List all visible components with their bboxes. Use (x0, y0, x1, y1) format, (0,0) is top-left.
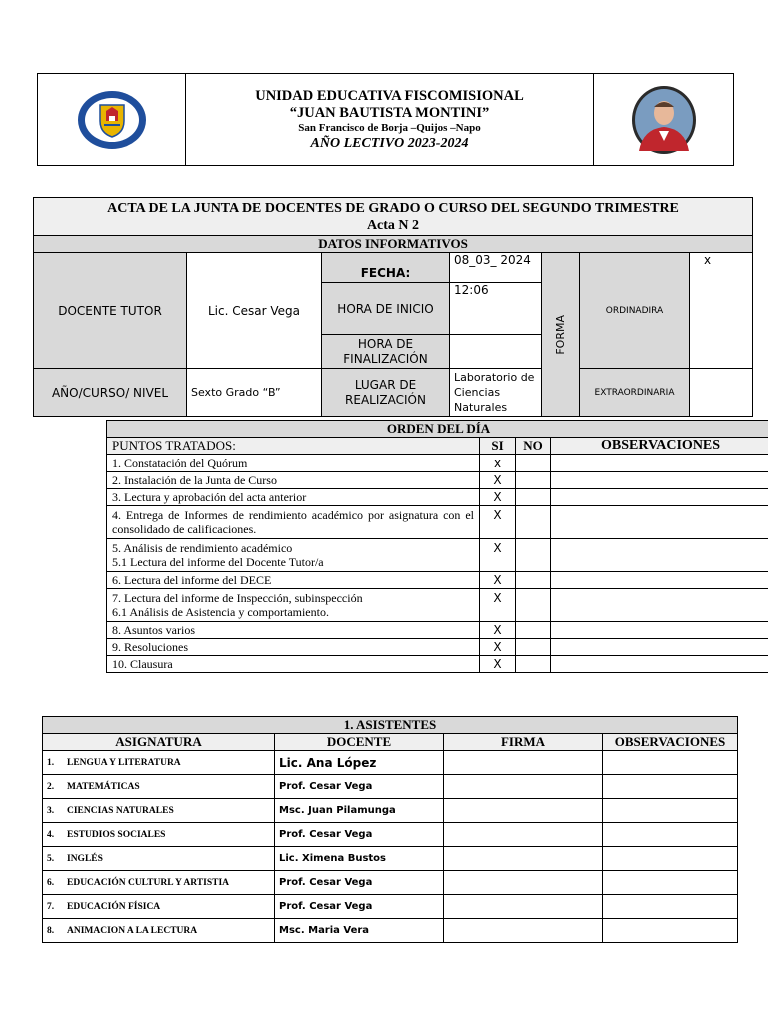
asignatura-number: 3. (47, 806, 55, 816)
orden-del-dia-table (106, 420, 768, 673)
orden-row (107, 639, 768, 656)
col-firma: FIRMA (444, 734, 603, 751)
orden-row (107, 622, 768, 639)
asignatura-cell (43, 847, 275, 871)
orden-row (107, 589, 768, 622)
docente-name: Msc. Maria Vera (275, 919, 444, 943)
firma-cell (444, 823, 603, 847)
fecha-value: 08_03_ 2024 (450, 253, 542, 283)
orden-row (107, 656, 768, 673)
acta-title: ACTA DE LA JUNTA DE DOCENTES DE GRADO O CURSO DEL SEGUNDO TRIMESTRE (107, 200, 679, 216)
header-title-cell (186, 74, 594, 166)
portrait-cell (594, 74, 734, 166)
orden-item-text: 7. Lectura del informe de Inspección, subinspección 6.1 Análisis de Asistencia y comportamiento. (107, 589, 480, 622)
asistentes-title: 1. ASISTENTES (43, 717, 738, 734)
asignatura-name: MATEMÁTICAS (67, 782, 140, 792)
orden-item-si: X (480, 489, 516, 506)
asignatura-number: 1. (47, 758, 55, 768)
asistente-observacion-cell (603, 751, 738, 775)
asignatura-number: 4. (47, 830, 55, 840)
asistente-row (43, 847, 738, 871)
asistente-row (43, 751, 738, 775)
col-asignatura: ASIGNATURA (43, 734, 275, 751)
asignatura-cell (43, 871, 275, 895)
docente-name: Lic. Ana López (275, 751, 444, 775)
patron-portrait-icon (631, 85, 697, 155)
school-location: San Francisco de Borja –Quijos –Napo (298, 121, 481, 134)
forma-label-cell (542, 253, 580, 417)
asignatura-number: 5. (47, 854, 55, 864)
asignatura-cell (43, 895, 275, 919)
asistente-row (43, 775, 738, 799)
col-no: NO (516, 438, 551, 455)
orden-item-text: 8. Asuntos varios (107, 622, 480, 639)
orden-row (107, 489, 768, 506)
orden-item-no (516, 489, 551, 506)
asignatura-name: INGLÉS (67, 854, 103, 864)
orden-item-text: 2. Instalación de la Junta de Curso (107, 472, 480, 489)
forma-label: FORMA (554, 314, 567, 355)
hora-inicio-value: 12:06 (450, 283, 542, 335)
acta-info-table (33, 197, 753, 417)
firma-cell (444, 895, 603, 919)
asignatura-number: 7. (47, 902, 55, 912)
asistente-row (43, 799, 738, 823)
asistente-row (43, 823, 738, 847)
orden-item-text: 5. Análisis de rendimiento académico 5.1 Lectura del informe del Docente Tutor/a (107, 539, 480, 572)
docente-name: Lic. Ximena Bustos (275, 847, 444, 871)
orden-item-si: X (480, 639, 516, 656)
lugar-value: Laboratorio de Ciencias Naturales (450, 369, 542, 417)
orden-row (107, 472, 768, 489)
orden-item-no (516, 472, 551, 489)
firma-cell (444, 799, 603, 823)
asistente-observacion-cell (603, 775, 738, 799)
extraordinaria-label: EXTRAORDINARIA (580, 369, 690, 417)
school-name: “JUAN BAUTISTA MONTINI” (289, 104, 490, 121)
asistente-row (43, 919, 738, 943)
asignatura-name: LENGUA Y LITERATURA (67, 758, 181, 768)
document-header (37, 73, 734, 166)
fecha-label: FECHA: (322, 253, 450, 283)
docente-tutor-label: DOCENTE TUTOR (34, 253, 187, 369)
firma-cell (444, 871, 603, 895)
school-crest-icon (76, 89, 148, 151)
asignatura-cell (43, 823, 275, 847)
docente-name: Prof. Cesar Vega (275, 823, 444, 847)
orden-row (107, 539, 768, 572)
ordinaria-value: x (690, 253, 753, 369)
orden-item-observacion (551, 656, 768, 673)
institution-name: UNIDAD EDUCATIVA FISCOMISIONAL (255, 87, 524, 104)
docente-name: Msc. Juan Pilamunga (275, 799, 444, 823)
asignatura-number: 2. (47, 782, 55, 792)
orden-row (107, 572, 768, 589)
orden-item-text: 1. Constatación del Quórum (107, 455, 480, 472)
orden-item-no (516, 572, 551, 589)
docente-name: Prof. Cesar Vega (275, 895, 444, 919)
asignatura-number: 8. (47, 926, 55, 936)
orden-item-si: X (480, 472, 516, 489)
asistente-observacion-cell (603, 847, 738, 871)
asistente-observacion-cell (603, 871, 738, 895)
acta-number: Acta N 2 (366, 217, 420, 233)
orden-item-text: 9. Resoluciones (107, 639, 480, 656)
asignatura-name: ESTUDIOS SOCIALES (67, 830, 166, 840)
orden-item-observacion (551, 539, 768, 572)
orden-row (107, 506, 768, 539)
curso-label: AÑO/CURSO/ NIVEL (34, 369, 187, 417)
asignatura-name: ANIMACION A LA LECTURA (67, 926, 198, 936)
ordinaria-label: ORDINADIRA (580, 253, 690, 369)
asistente-observacion-cell (603, 823, 738, 847)
orden-row (107, 455, 768, 472)
asignatura-cell (43, 799, 275, 823)
orden-item-si: X (480, 589, 516, 622)
orden-item-observacion (551, 572, 768, 589)
orden-item-no (516, 539, 551, 572)
docente-name: Prof. Cesar Vega (275, 775, 444, 799)
orden-item-observacion (551, 639, 768, 656)
docente-name: Prof. Cesar Vega (275, 871, 444, 895)
orden-item-text: 6. Lectura del informe del DECE (107, 572, 480, 589)
asignatura-name: EDUCACIÓN CULTURL Y ARTISTIA (67, 878, 229, 888)
school-logo-cell (38, 74, 186, 166)
firma-cell (444, 919, 603, 943)
orden-item-no (516, 589, 551, 622)
orden-item-observacion (551, 506, 768, 539)
asistente-observacion-cell (603, 895, 738, 919)
orden-item-no (516, 506, 551, 539)
curso-value: Sexto Grado “B” (187, 369, 322, 417)
asistente-observacion-cell (603, 799, 738, 823)
asignatura-name: EDUCACIÓN FÍSICA (67, 902, 161, 912)
school-year: AÑO LECTIVO 2023-2024 (310, 135, 469, 151)
orden-item-no (516, 639, 551, 656)
asistentes-table (42, 716, 738, 943)
acta-title-cell (34, 198, 753, 236)
orden-item-si: X (480, 539, 516, 572)
orden-item-si: X (480, 622, 516, 639)
asistente-observacion-cell (603, 919, 738, 943)
col-observaciones: OBSERVACIONES (551, 438, 768, 455)
asistentes-rows (43, 751, 738, 943)
orden-rows (107, 455, 768, 673)
orden-item-si: x (480, 455, 516, 472)
orden-item-no (516, 622, 551, 639)
orden-item-si: X (480, 572, 516, 589)
col-si: SI (480, 438, 516, 455)
col-puntos-tratados: PUNTOS TRATADOS: (107, 438, 480, 455)
orden-title: ORDEN DEL DÍA (107, 421, 768, 438)
orden-item-observacion (551, 622, 768, 639)
orden-item-observacion (551, 472, 768, 489)
hora-fin-value (450, 335, 542, 369)
extraordinaria-value (690, 369, 753, 417)
asistente-row (43, 871, 738, 895)
hora-fin-label: HORA DE FINALIZACIÓN (322, 335, 450, 369)
col-docente: DOCENTE (275, 734, 444, 751)
asignatura-name: CIENCIAS NATURALES (67, 806, 174, 816)
orden-item-no (516, 656, 551, 673)
asignatura-cell (43, 751, 275, 775)
col-asistentes-observaciones: OBSERVACIONES (603, 734, 738, 751)
asignatura-number: 6. (47, 878, 55, 888)
orden-item-si: X (480, 656, 516, 673)
orden-item-observacion (551, 455, 768, 472)
lugar-label: LUGAR DE REALIZACIÓN (322, 369, 450, 417)
orden-item-si: X (480, 506, 516, 539)
asistente-row (43, 895, 738, 919)
asignatura-cell (43, 775, 275, 799)
datos-informativos-header: DATOS INFORMATIVOS (34, 236, 753, 253)
orden-item-text: 4. Entrega de Informes de rendimiento académico por asignatura con el consolidado de calificaciones. (107, 506, 480, 539)
asignatura-cell (43, 919, 275, 943)
orden-item-text: 3. Lectura y aprobación del acta anterior (107, 489, 480, 506)
orden-item-observacion (551, 589, 768, 622)
docente-tutor-value: Lic. Cesar Vega (187, 253, 322, 369)
firma-cell (444, 751, 603, 775)
orden-item-text: 10. Clausura (107, 656, 480, 673)
orden-item-no (516, 455, 551, 472)
hora-inicio-label: HORA DE INICIO (322, 283, 450, 335)
orden-item-observacion (551, 489, 768, 506)
firma-cell (444, 847, 603, 871)
firma-cell (444, 775, 603, 799)
